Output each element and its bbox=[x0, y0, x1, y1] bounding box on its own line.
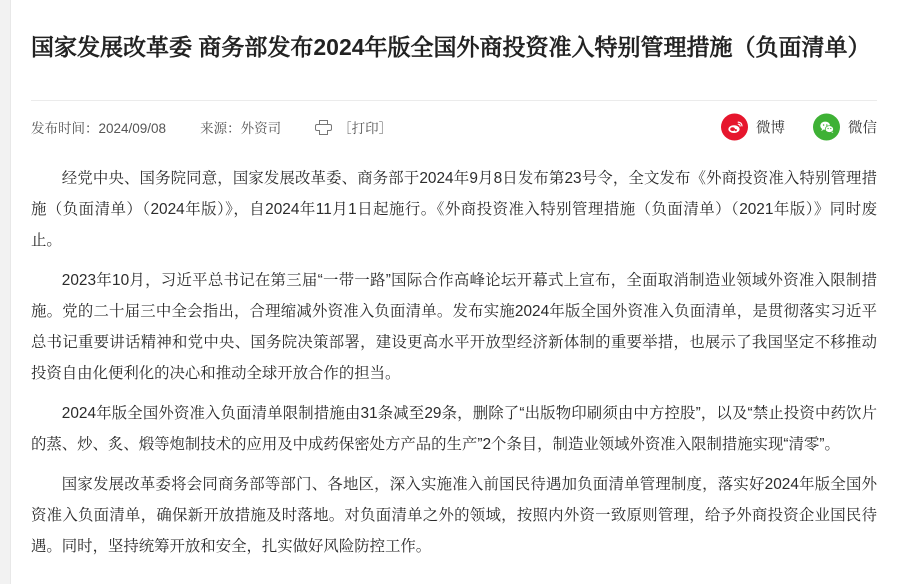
printer-icon bbox=[315, 120, 332, 135]
source-label: 来源： bbox=[200, 121, 241, 136]
weibo-icon bbox=[721, 114, 748, 141]
source-value: 外资司 bbox=[240, 121, 282, 136]
article-source bbox=[200, 117, 281, 137]
share-weibo[interactable] bbox=[721, 114, 785, 141]
article-paragraph: 2024年版全国外资准入负面清单限制措施由31条减至29条，删除了“出版物印刷须由中方控股”，以及“禁止投资中药饮片的蒸、炒、炙、煅等炮制技术的应用及中成药保密处方产品的生产”2个条目，制造业领域外资准入限制措施实现“清零”。 bbox=[31, 405, 877, 453]
print-button[interactable] bbox=[315, 117, 392, 137]
article-body bbox=[31, 163, 877, 562]
publish-time bbox=[31, 117, 166, 137]
share-group bbox=[693, 114, 877, 141]
publish-time-label: 发布时间： bbox=[31, 121, 99, 136]
share-weibo-label: 微博 bbox=[756, 120, 785, 137]
share-weixin[interactable] bbox=[813, 114, 877, 141]
share-weixin-label: 微信 bbox=[848, 120, 877, 137]
page-left-rail bbox=[0, 0, 11, 584]
wechat-icon bbox=[813, 114, 840, 141]
article-paragraph: 2023年10月，习近平总书记在第三届“一带一路”国际合作高峰论坛开幕式上宣布，全面取消制造业领域外资准入限制措施。党的二十届三中全会指出，合理缩减外资准入负面清单。发布实施2024年版全国外资准入负面清单，是贯彻落实习近平总书记重要讲话精神和党中央、国务院决策部署，建设更高水平开放型经济新体制的重要举措，也展示了我国坚定不移推动投资自由化便利化的决心和推动全球开放合作的担当。 bbox=[31, 272, 877, 382]
article-meta-bar bbox=[31, 101, 877, 153]
article-content bbox=[11, 0, 915, 584]
page-title: 国家发展改革委 商务部发布2024年版全国外商投资准入特别管理措施（负面清单） bbox=[31, 34, 871, 60]
publish-time-value: 2024/09/08 bbox=[98, 121, 167, 136]
article-paragraph: 国家发展改革委将会同商务部等部门、各地区，深入实施准入前国民待遇加负面清单管理制度，落实好2024年版全国外资准入负面清单，确保新开放措施及时落地。对负面清单之外的领域，按照内外资一致原则管理，给予外商投资企业国民待遇。同时，坚持统筹开放和安全，扎实做好风险防控工作。 bbox=[31, 476, 877, 555]
article-paragraph: 经党中央、国务院同意，国家发展改革委、商务部于2024年9月8日发布第23号令，全文发布《外商投资准入特别管理措施（负面清单）（2024年版）》，自2024年11月1日起施行。《外商投资准入特别管理措施（负面清单）（2021年版）》同时废止。 bbox=[31, 170, 877, 249]
print-label: ［打印］ bbox=[338, 121, 393, 136]
